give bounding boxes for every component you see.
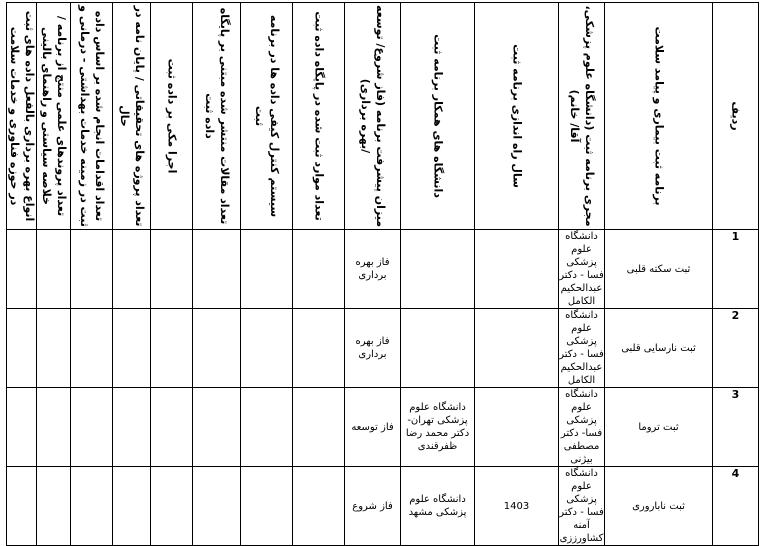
cell-policy — [37, 230, 71, 309]
header-policy-outputs: تعداد پروندهای علمی منتج از برنامه / خلاصه سیاستی و راهنمای بالینی — [37, 3, 71, 230]
cell-actions — [71, 467, 113, 546]
table-row — [7, 230, 759, 309]
cell-quality-control — [241, 230, 293, 309]
table-row — [7, 388, 759, 467]
header-program: برنامه ثبت بیماری و پیامد سلامت — [605, 3, 713, 230]
cell-row-number: 3 — [713, 388, 759, 467]
cell-projects — [113, 309, 151, 388]
cell-utilization — [7, 467, 37, 546]
cell-year — [475, 230, 559, 309]
cell-actions — [71, 230, 113, 309]
cell-quality-control — [241, 467, 293, 546]
header-partners: دانشگاه های همکار برنامه ثبت — [401, 3, 475, 230]
cell-articles — [193, 467, 241, 546]
cell-progress: فاز شروع — [345, 467, 401, 546]
cell-row-number: 2 — [713, 309, 759, 388]
header-executor: مجری برنامه ثبت (دانشگاه علوم پزشکی، آقا/ خانم) — [559, 3, 605, 230]
header-implementation: اجرا مکی بر داده ثبت — [151, 3, 193, 230]
header-health-actions: تعداد اقدامات انجام شده بر اساس داده ثبت در زمینه خدمات بهداشتی - درمانی و — [71, 3, 113, 230]
cell-articles — [193, 388, 241, 467]
cell-executor: دانشگاه علوم پزشکی فسا- دکتر مصطفی بیژنی — [559, 388, 605, 467]
table-row — [7, 467, 759, 546]
cell-articles — [193, 309, 241, 388]
cell-progress: فاز توسعه — [345, 388, 401, 467]
cell-utilization — [7, 230, 37, 309]
registry-table — [6, 2, 759, 546]
header-articles: تعداد مقالات منتشر شده مبتنی بر پایگاه داده ثبت — [193, 3, 241, 230]
cell-utilization — [7, 388, 37, 467]
header-utilization: انواع بهره برداری بالفعل داده های ثبت در حوزه فناوری و خدمات سلامت — [7, 3, 37, 230]
cell-policy — [37, 467, 71, 546]
cell-partners: دانشگاه علوم پزشکی تهران- دکتر محمد رضا ظفرقندی — [401, 388, 475, 467]
cell-actions — [71, 388, 113, 467]
cell-row-number: 4 — [713, 467, 759, 546]
header-quality-control: سیستم کنترل کیفی داده ها در برنامه ثبت — [241, 3, 293, 230]
cell-records — [293, 388, 345, 467]
cell-row-number: 1 — [713, 230, 759, 309]
cell-articles — [193, 230, 241, 309]
cell-utilization — [7, 309, 37, 388]
cell-projects — [113, 467, 151, 546]
cell-year — [475, 388, 559, 467]
header-launch-year: سال راه اندازی برنامه ثبت — [475, 3, 559, 230]
cell-policy — [37, 309, 71, 388]
cell-implementation — [151, 309, 193, 388]
cell-executor: دانشگاه علوم پزشکی فسا - دکتر آمنه کشاورززی — [559, 468, 604, 544]
cell-year — [475, 309, 559, 388]
header-progress: میزان پیشرفت برنامه (فاز شروع/ توسعه /بهره برداری) — [345, 3, 401, 230]
header-record-count: تعداد موارد ثبت شده در پایگاه داده ثبت — [293, 3, 345, 230]
header-research-projects: تعداد پروژه های تحقیقاتی / پایان نامه در حال — [113, 3, 151, 230]
cell-program: ثبت ناباروری — [605, 467, 713, 546]
cell-implementation — [151, 230, 193, 309]
cell-executor: دانشگاه علوم پزشکی فسا - دکتر عبدالحکیم الکامل — [559, 310, 604, 386]
cell-projects — [113, 388, 151, 467]
cell-partners — [401, 309, 475, 388]
cell-program: ثبت تروما — [605, 388, 713, 467]
cell-projects — [113, 230, 151, 309]
cell-partners: دانشگاه علوم پزشکی مشهد — [401, 467, 475, 546]
cell-progress: فاز بهره برداری — [345, 309, 401, 388]
cell-records — [293, 230, 345, 309]
cell-records — [293, 309, 345, 388]
cell-actions — [71, 309, 113, 388]
cell-year: 1403 — [475, 467, 559, 546]
table-row — [7, 309, 759, 388]
cell-quality-control — [241, 309, 293, 388]
cell-implementation — [151, 388, 193, 467]
cell-progress: فاز بهره برداری — [345, 230, 401, 309]
cell-executor: دانشگاه علوم پزشکی فسا - دکتر عبدالحکیم الکامل — [559, 231, 604, 307]
cell-quality-control — [241, 388, 293, 467]
cell-partners — [401, 230, 475, 309]
cell-program: ثبت نارسایی قلبی — [605, 309, 713, 388]
cell-implementation — [151, 467, 193, 546]
header-row — [7, 3, 759, 230]
cell-records — [293, 467, 345, 546]
cell-program: ثبت سکته قلبی — [605, 230, 713, 309]
cell-policy — [37, 388, 71, 467]
header-row-number: ردیف — [713, 3, 759, 230]
